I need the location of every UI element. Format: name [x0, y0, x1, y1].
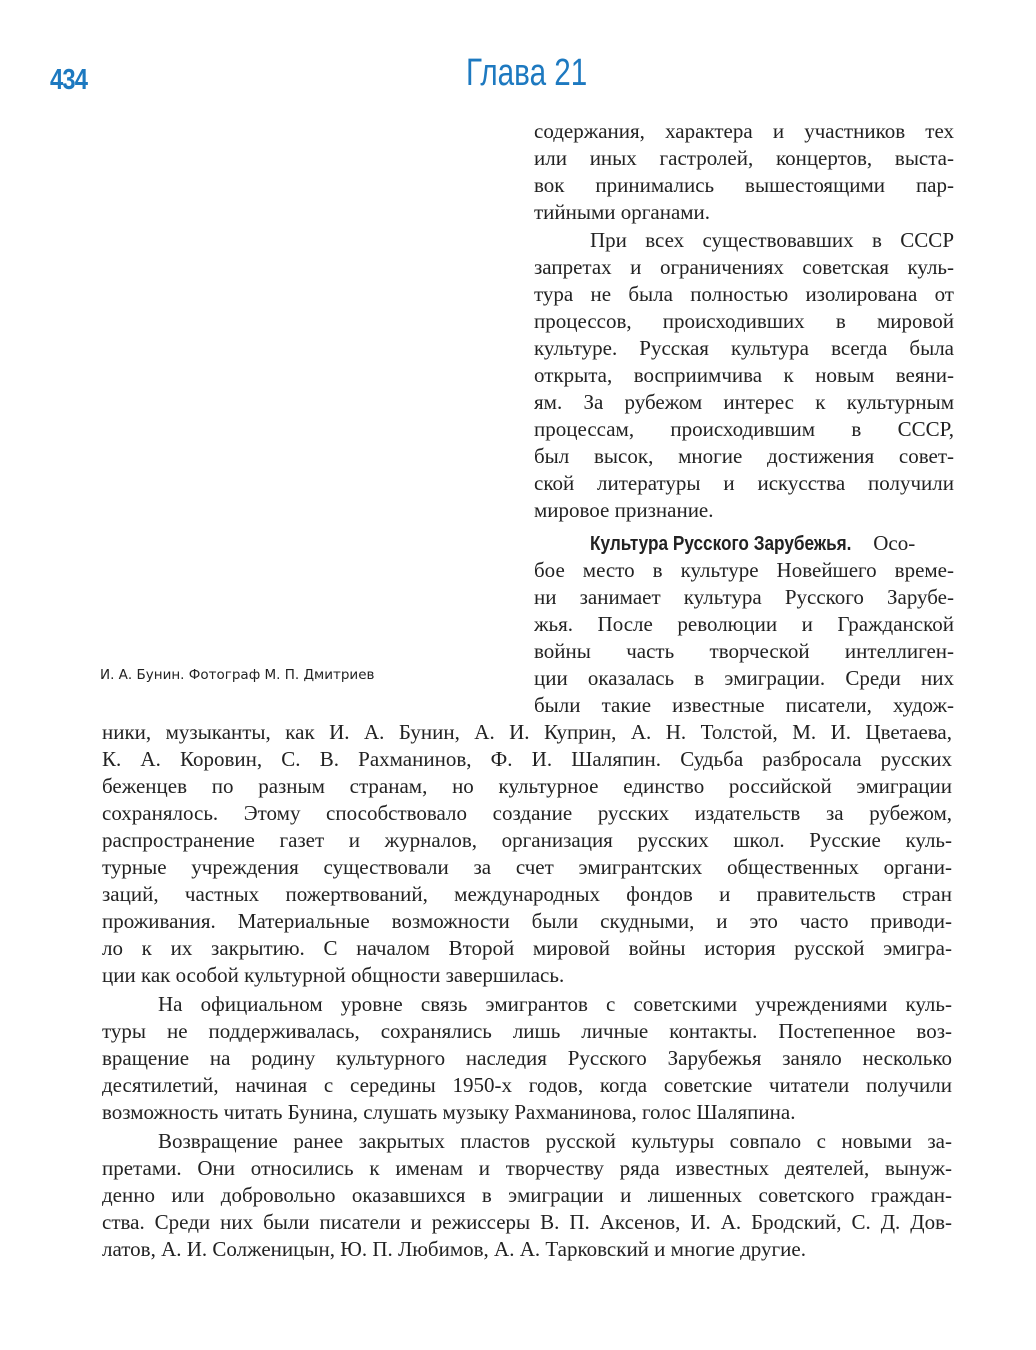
- body-line: десятилетий, начиная с середины 1950-х годов, когда советские читатели получили: [102, 1073, 952, 1097]
- column-line: был высок, многие достижения совет-: [534, 444, 954, 468]
- column-line: содержания, характера и участников тех: [534, 119, 954, 143]
- column-line: мировое признание.: [534, 498, 714, 522]
- body-line: вращение на родину культурного наследия Русского Зарубежья заняло несколько: [102, 1046, 952, 1070]
- section-heading-rest: Осо-: [873, 531, 916, 555]
- column-line: При всех существовавших в СССР: [590, 228, 954, 252]
- body-line: латов, А. И. Солженицын, Ю. П. Любимов, А. А. Тарковский и многие другие.: [102, 1237, 806, 1261]
- column-line: ской литературы и искусства получили: [534, 471, 954, 495]
- body-line: ции как особой культурной общности завершилась.: [102, 963, 565, 987]
- column-line: войны часть творческой интеллиген-: [534, 639, 954, 663]
- section-heading: Культура Русского Зарубежья.: [590, 533, 852, 555]
- body-line: распространение газет и журналов, организация русских школ. Русские куль-: [102, 828, 952, 852]
- body-line: заций, частных пожертвований, международных фондов и правительств стран: [102, 882, 952, 906]
- column-line: ции оказалась в эмиграции. Среди них: [534, 666, 954, 690]
- body-line: турные учреждения существовали за счет эмигрантских общественных органи-: [102, 855, 952, 879]
- page-number: 434: [50, 64, 88, 96]
- column-line: запретах и ограничениях советская куль-: [534, 255, 954, 279]
- body-line: проживания. Материальные возможности были скудными, и это часто приводи-: [102, 909, 952, 933]
- column-line: вок принимались вышестоящими пар-: [534, 173, 954, 197]
- column-line: процессов, происходивших в мировой: [534, 309, 954, 333]
- body-line: К. А. Коровин, С. В. Рахманинов, Ф. И. Шаляпин. Судьба разбросала русских: [102, 747, 952, 771]
- body-line: возможность читать Бунина, слушать музыку Рахманинова, голос Шаляпина.: [102, 1100, 796, 1124]
- column-line: тура не была полностью изолирована от: [534, 282, 954, 306]
- body-line: ники, музыканты, как И. А. Бунин, А. И. Куприн, А. Н. Толстой, М. И. Цветаева,: [102, 720, 952, 744]
- body-line: претами. Они относились к именам и творчеству ряда известных деятелей, вынуж-: [102, 1156, 952, 1180]
- body-line: туры не поддерживалась, сохранялись лишь личные контакты. Постепенное воз-: [102, 1019, 952, 1043]
- column-line: процессам, происходившим в СССР,: [534, 417, 954, 441]
- column-line: ни занимает культура Русского Зарубе-: [534, 585, 954, 609]
- column-line: тийными органами.: [534, 200, 711, 224]
- column-line: бое место в культуре Новейшего време-: [534, 558, 954, 582]
- chapter-title: Глава 21: [466, 52, 588, 94]
- column-line: жья. После революции и Гражданской: [534, 612, 954, 636]
- section-heading-line: [534, 530, 954, 557]
- body-line: беженцев по разным странам, но культурное единство российской эмиграции: [102, 774, 952, 798]
- body-line: ло к их закрытию. С началом Второй мировой войны история русской эмигра-: [102, 936, 952, 960]
- photo-caption: И. А. Бунин. Фотограф М. П. Дмитриев: [100, 667, 375, 683]
- body-line: Возвращение ранее закрытых пластов русской культуры совпало с новыми за-: [158, 1129, 952, 1153]
- column-line: были такие известные писатели, худож-: [534, 693, 954, 717]
- body-line: На официальном уровне связь эмигрантов с советскими учреждениями куль-: [158, 992, 952, 1016]
- column-line: культуре. Русская культура всегда была: [534, 336, 954, 360]
- column-line: или иных гастролей, концертов, выста-: [534, 146, 954, 170]
- body-line: ства. Среди них были писатели и режиссеры В. П. Аксенов, И. А. Бродский, С. Д. Дов-: [102, 1210, 952, 1234]
- photo-area: [100, 120, 500, 650]
- column-line: открыта, восприимчива к новым веяни-: [534, 363, 954, 387]
- column-line: ям. За рубежом интерес к культурным: [534, 390, 954, 414]
- body-line: денно или добровольно оказавшихся в эмиграции и лишенных советского граждан-: [102, 1183, 952, 1207]
- body-line: сохранялось. Этому способствовало создание русских издательств за рубежом,: [102, 801, 952, 825]
